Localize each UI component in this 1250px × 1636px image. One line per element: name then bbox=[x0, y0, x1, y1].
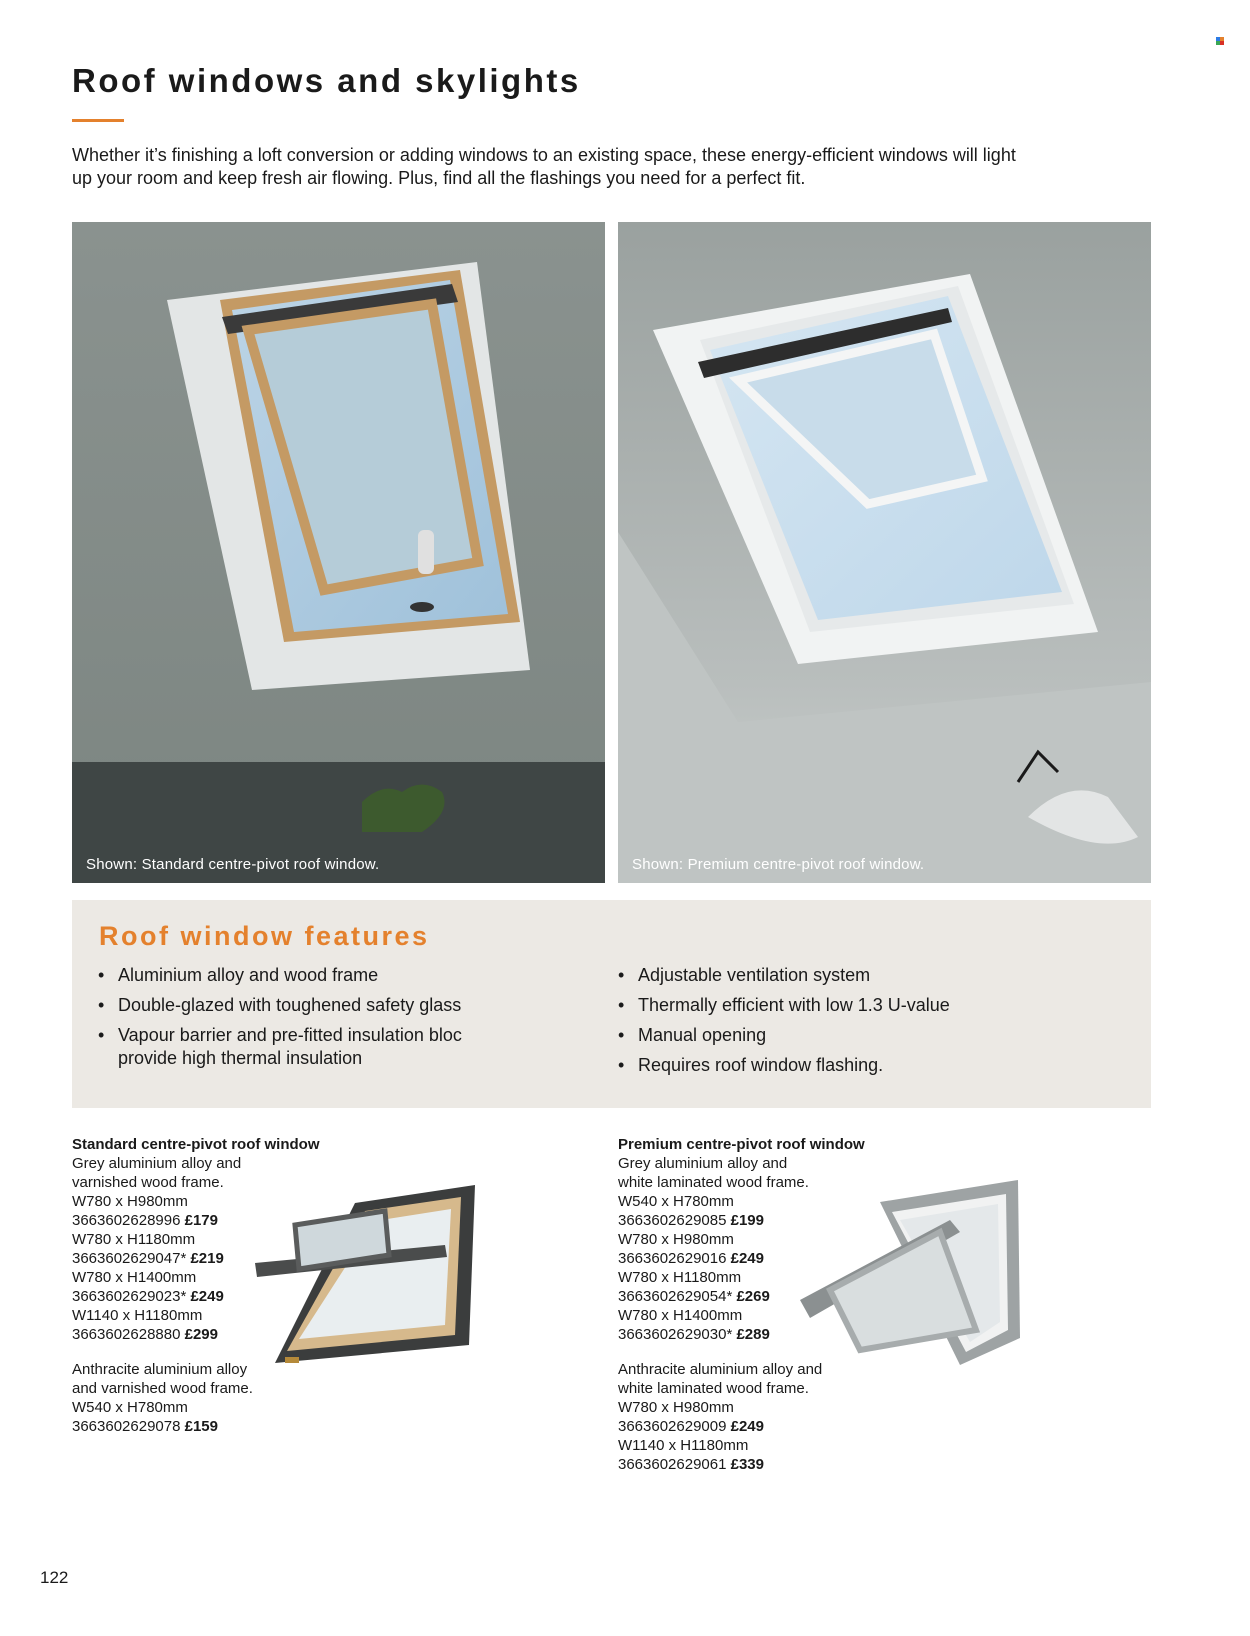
brand-corner-mark bbox=[1216, 32, 1224, 40]
features-list-right bbox=[618, 964, 1078, 1084]
premium-window-product-image bbox=[800, 1180, 1025, 1370]
feature-item: • Adjustable ventilation system bbox=[618, 964, 1078, 987]
product-code-line bbox=[72, 1417, 372, 1436]
product-size: W780 x H980mm bbox=[72, 1193, 188, 1210]
product-size: W1140 x H1180mm bbox=[72, 1307, 203, 1324]
product-size: W780 x H1400mm bbox=[72, 1269, 197, 1286]
page-number: 122 bbox=[40, 1568, 69, 1587]
product-size: W780 x H1400mm bbox=[618, 1307, 743, 1324]
product-size: W780 x H980mm bbox=[618, 1399, 734, 1416]
product-code: 3663602629054* bbox=[618, 1288, 733, 1305]
product-size: W1140 x H1180mm bbox=[618, 1437, 749, 1454]
feature-item: • Aluminium alloy and wood frame bbox=[98, 964, 478, 987]
product-description: Anthracite aluminium alloy and bbox=[618, 1361, 823, 1378]
product-code: 3663602629078 bbox=[72, 1418, 181, 1435]
product-size: W540 x H780mm bbox=[72, 1399, 188, 1416]
feature-item: • Double-glazed with toughened safety glass bbox=[98, 994, 478, 1017]
product-price: £199 bbox=[730, 1212, 764, 1229]
product-code: 3663602628880 bbox=[72, 1326, 181, 1343]
standard-window-photo bbox=[72, 222, 605, 883]
product-price: £249 bbox=[190, 1288, 224, 1305]
standard-window-product-image bbox=[255, 1185, 485, 1370]
product-price: £249 bbox=[730, 1250, 764, 1267]
product-description: Grey aluminium alloy and bbox=[72, 1155, 242, 1172]
product-price: £179 bbox=[184, 1212, 218, 1229]
product-code-line bbox=[618, 1417, 918, 1436]
features-list-left bbox=[98, 964, 478, 1077]
feature-item: • Thermally efficient with low 1.3 U-value bbox=[618, 994, 1078, 1017]
feature-item: • Requires roof window flashing. bbox=[618, 1054, 1078, 1077]
features-panel bbox=[72, 900, 1151, 1108]
product-code: 3663602629030* bbox=[618, 1326, 733, 1343]
product-price: £219 bbox=[190, 1250, 224, 1267]
product-price: £159 bbox=[184, 1418, 218, 1435]
features-title: Roof window features bbox=[99, 921, 430, 951]
product-price: £289 bbox=[736, 1326, 770, 1343]
product-price: £299 bbox=[184, 1326, 218, 1343]
intro-paragraph: Whether it’s finishing a loft conversion or adding windows to an existing space, these energy-efficient windows will light up your room and keep fresh air flowing. Plus, find all the flashings you need for a perfect fit. bbox=[72, 145, 1016, 188]
feature-item: • Manual opening bbox=[618, 1024, 1078, 1047]
title-underline bbox=[72, 119, 124, 122]
product-code: 3663602629009 bbox=[618, 1418, 727, 1435]
product-price: £269 bbox=[736, 1288, 770, 1305]
product-code: 3663602629023* bbox=[72, 1288, 187, 1305]
product-description: white laminated wood frame. bbox=[618, 1174, 809, 1191]
product-size: W780 x H980mm bbox=[618, 1231, 734, 1248]
photo-caption-standard: Shown: Standard centre-pivot roof window. bbox=[86, 856, 380, 873]
product-price: £339 bbox=[730, 1456, 764, 1473]
product-code: 3663602629016 bbox=[618, 1250, 727, 1267]
feature-item: • Vapour barrier and pre-fitted insulation bloc provide high thermal insulation bbox=[98, 1024, 478, 1070]
product-size: W540 x H780mm bbox=[618, 1193, 734, 1210]
photo-caption-premium: Shown: Premium centre-pivot roof window. bbox=[632, 856, 925, 873]
page-title: Roof windows and skylights bbox=[72, 62, 581, 99]
product-description: varnished wood frame. bbox=[72, 1174, 224, 1191]
product-code: 3663602629085 bbox=[618, 1212, 727, 1229]
product-title-premium: Premium centre-pivot roof window bbox=[618, 1136, 865, 1153]
product-code: 3663602628996 bbox=[72, 1212, 181, 1229]
product-code-line bbox=[618, 1455, 918, 1474]
product-size: W780 x H1180mm bbox=[72, 1231, 196, 1248]
product-title-standard: Standard centre-pivot roof window bbox=[72, 1136, 320, 1153]
product-price: £249 bbox=[730, 1418, 764, 1435]
premium-window-photo bbox=[618, 222, 1151, 883]
product-description: Grey aluminium alloy and bbox=[618, 1155, 788, 1172]
product-description: white laminated wood frame. bbox=[618, 1380, 809, 1397]
product-code: 3663602629061 bbox=[618, 1456, 727, 1473]
product-size: W780 x H1180mm bbox=[618, 1269, 742, 1286]
product-description: and varnished wood frame. bbox=[72, 1380, 253, 1397]
product-code: 3663602629047* bbox=[72, 1250, 187, 1267]
product-description: Anthracite aluminium alloy bbox=[72, 1361, 248, 1378]
